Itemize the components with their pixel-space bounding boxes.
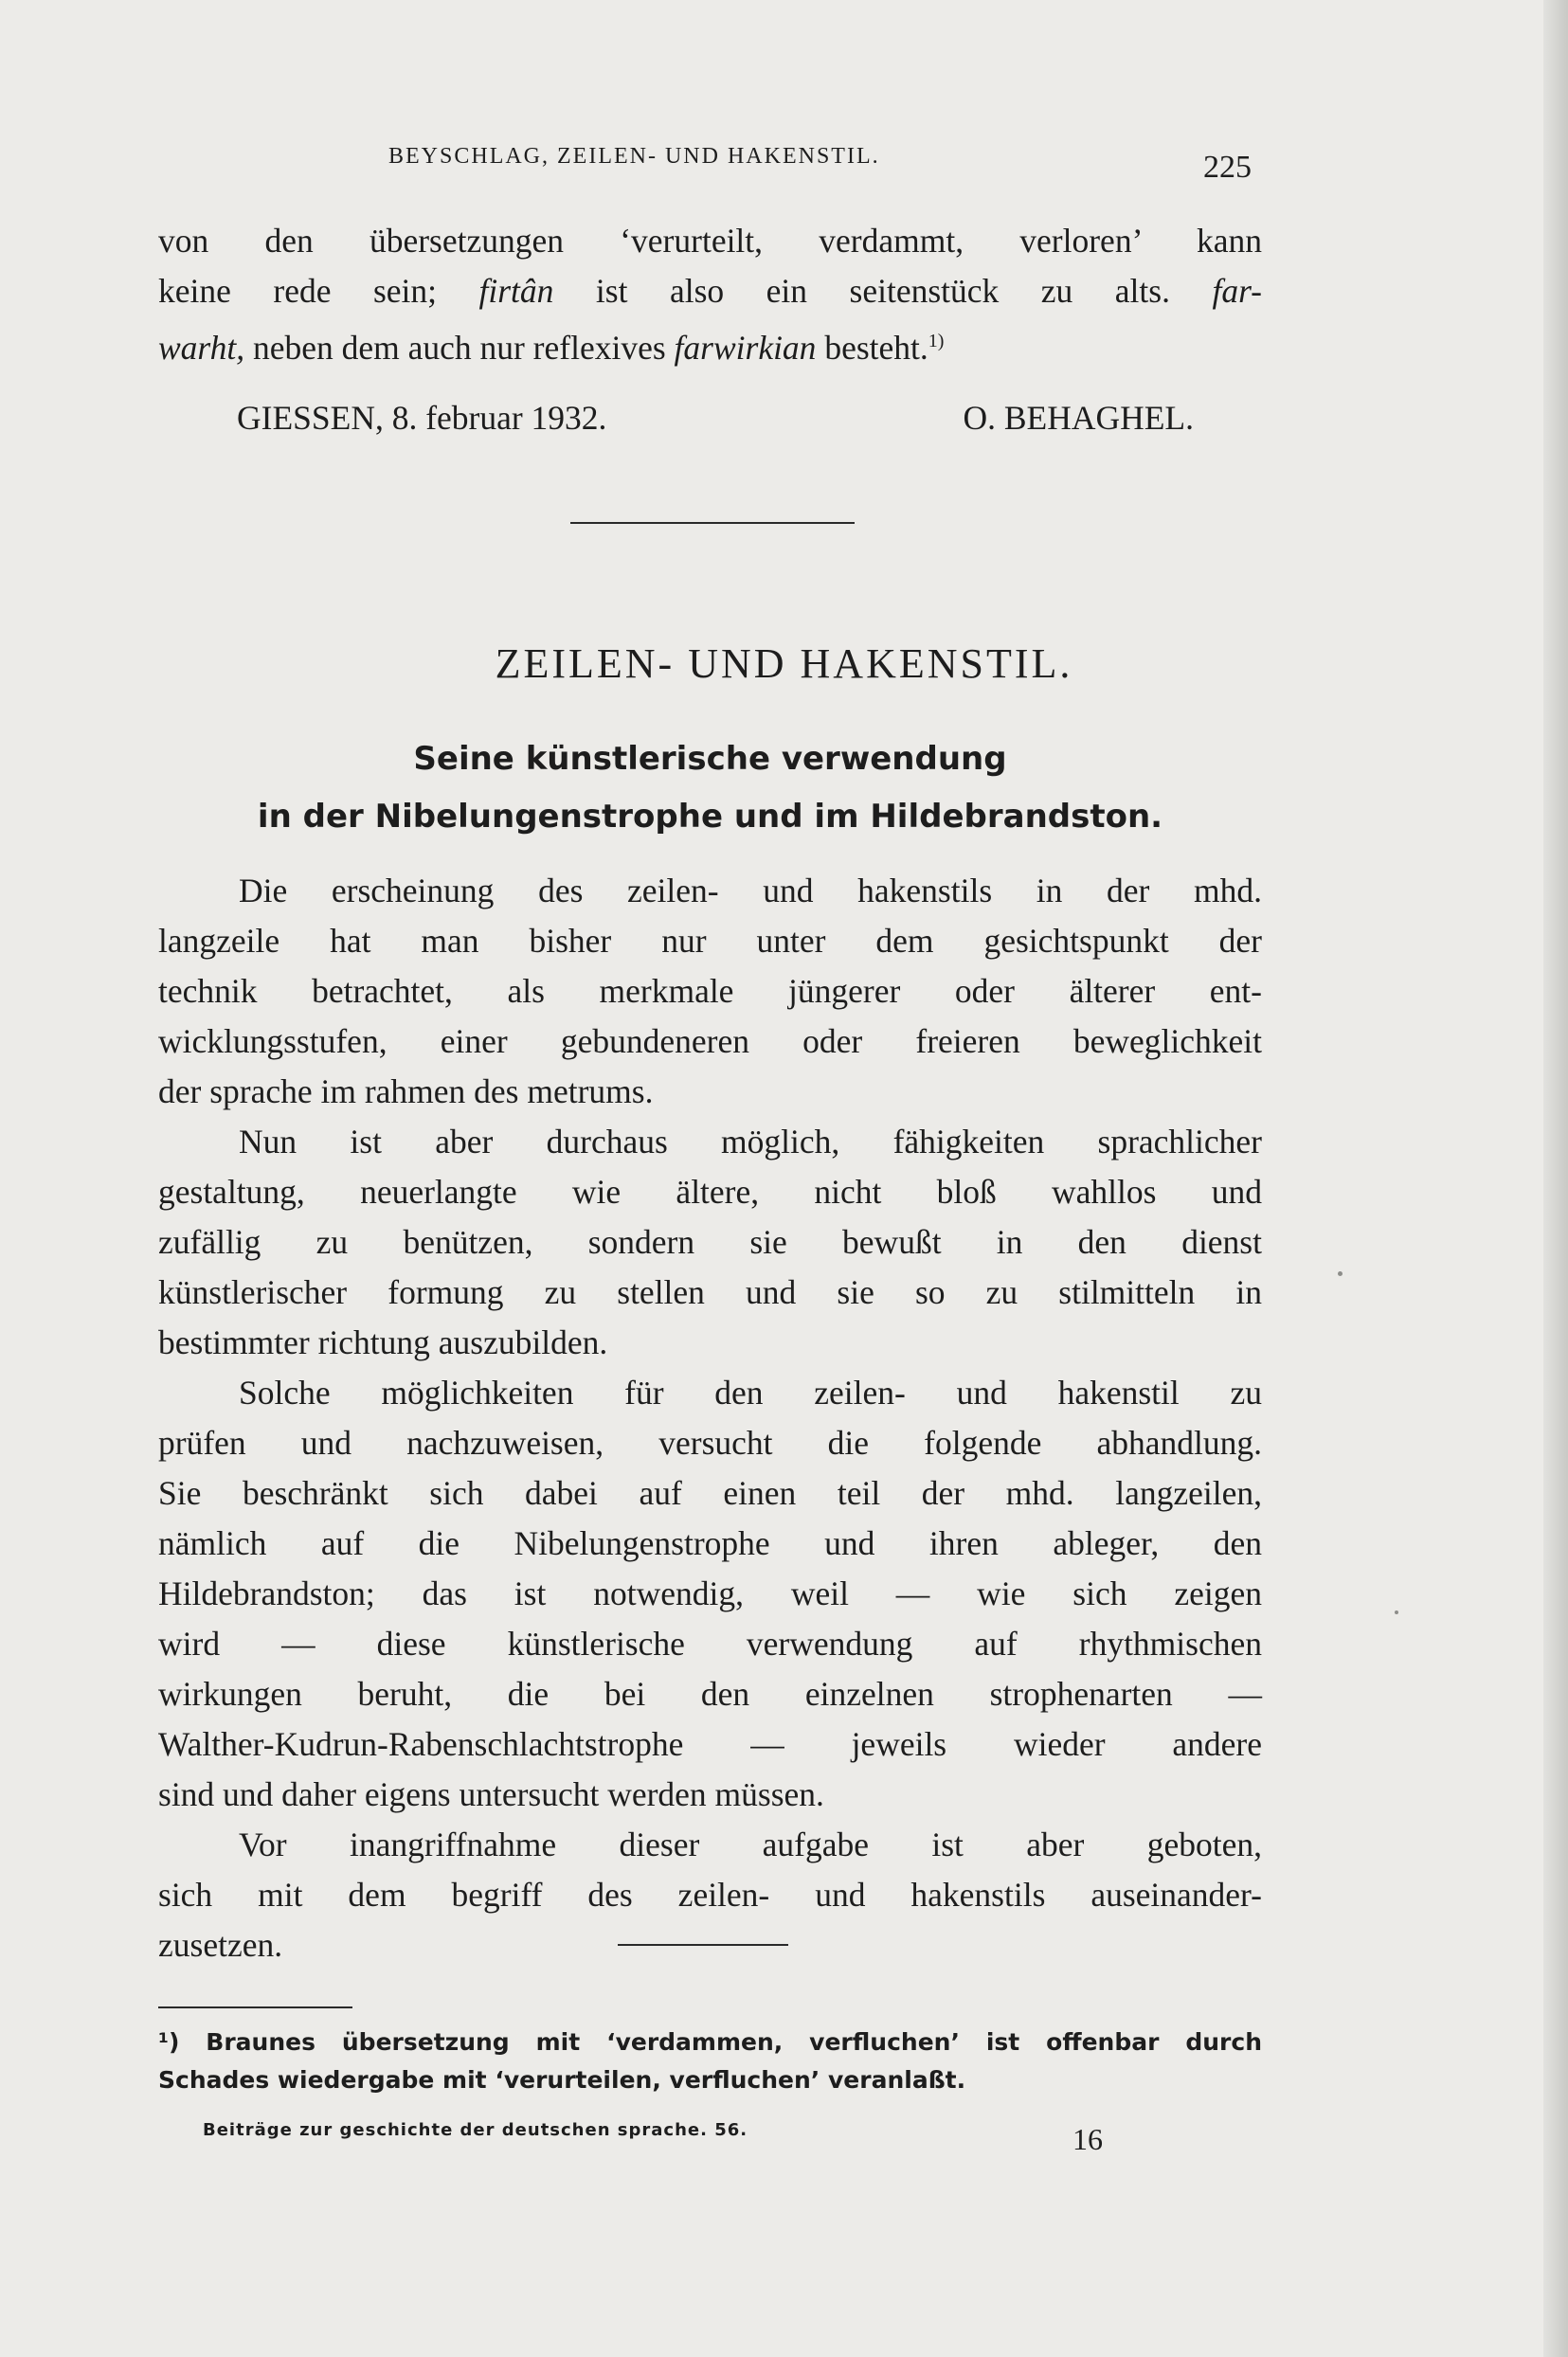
text-line: wirkungen beruht, die bei den einzelnen strophenarten — — [158, 1675, 1262, 1713]
running-head: BEYSCHLAG, ZEILEN- UND HAKENSTIL. — [388, 144, 880, 169]
text-line: technik betrachtet, als merkmale jüngerer oder älterer ent- — [158, 972, 1262, 1010]
text-line: von den übersetzungen ‘verurteilt, verdammt, verloren’ kann — [158, 222, 1262, 260]
text-line: zusetzen. — [158, 1926, 283, 1964]
footnote-line: Schades wiedergabe mit ‘verurteilen, verfluchen’ veranlaßt. — [158, 2066, 966, 2094]
text-line: Solche möglichkeiten für den zeilen- und hakenstil zu — [239, 1374, 1262, 1412]
page-edge-shadow — [1543, 0, 1568, 2357]
text-line: warht, neben dem auch nur reflexives farwirkian besteht.$^{1)}$ — [158, 328, 945, 367]
text-line: Walther-Kudrun-Rabenschlachtstrophe — jeweils wieder andere — [158, 1725, 1262, 1763]
author-name: O. BEHAGHEL. — [963, 399, 1194, 437]
text-line: bestimmter richtung auszubilden. — [158, 1323, 608, 1361]
text-line: sind und daher eigens untersucht werden müssen. — [158, 1775, 824, 1813]
section-divider — [570, 522, 855, 524]
text-line: Sie beschränkt sich dabei auf einen teil der mhd. langzeilen, — [158, 1474, 1262, 1512]
term-farwarht-end: warht, — [158, 328, 245, 367]
term-firtan: firtân — [478, 272, 554, 310]
signature-line — [237, 398, 1194, 438]
article-title: ZEILEN- UND HAKENSTIL. — [495, 640, 1073, 687]
page-number: 225 — [1203, 150, 1252, 185]
term-farwarht-part: far- — [1212, 272, 1262, 310]
text-line: Nun ist aber durchaus möglich, fähigkeiten sprachlicher — [239, 1123, 1262, 1161]
footnote-line: ¹) Braunes übersetzung mit ‘verdammen, verfluchen’ ist offenbar durch — [158, 2028, 1262, 2056]
footnote — [158, 2024, 1262, 2099]
term-farwirkian: farwirkian — [674, 328, 817, 367]
text-line: gestaltung, neuerlangte wie ältere, nicht bloß wahllos und — [158, 1173, 1262, 1211]
text-line: Hildebrandston; das ist notwendig, weil — wie sich zeigen — [158, 1574, 1262, 1612]
paper-speck — [1338, 1271, 1343, 1276]
text-line: zufällig zu benützen, sondern sie bewußt in den dienst — [158, 1223, 1262, 1261]
text-line: sich mit dem begriff des zeilen- und hakenstils auseinander- — [158, 1876, 1262, 1914]
text-line: der sprache im rahmen des metrums. — [158, 1072, 654, 1110]
text-line: Vor inangriffnahme dieser aufgabe ist aber geboten, — [239, 1826, 1262, 1863]
article-end-rule — [618, 1944, 788, 1946]
text-line: nämlich auf die Nibelungenstrophe und ihren ableger, den — [158, 1524, 1262, 1562]
place-date: GIESSEN, 8. februar 1932. — [237, 399, 607, 437]
journal-signature: Beiträge zur geschichte der deutschen sprache. 56. — [203, 2120, 748, 2140]
text-line: wird — diese künstlerische verwendung auf rhythmischen — [158, 1625, 1262, 1663]
paper-speck — [1395, 1610, 1398, 1614]
article-subtitle-line2: in der Nibelungenstrophe und im Hildebrandston. — [257, 798, 1163, 836]
text-line: wicklungsstufen, einer gebundeneren oder freieren beweglichkeit — [158, 1022, 1262, 1060]
text-line: künstlerischer formung zu stellen und sie so zu stilmitteln in — [158, 1273, 1262, 1311]
footnote-rule — [158, 2006, 352, 2008]
text-line: keine rede sein; firtân ist also ein seitenstück zu alts. far- — [158, 272, 1262, 310]
footnote-marker: 1) — [928, 331, 945, 351]
text-line: langzeile hat man bisher nur unter dem gesichtspunkt der — [158, 922, 1262, 960]
text-line: Die erscheinung des zeilen- und hakenstils in der mhd. — [239, 872, 1262, 909]
text-line: prüfen und nachzuweisen, versucht die folgende abhandlung. — [158, 1424, 1262, 1462]
article-subtitle-line1: Seine künstlerische verwendung — [413, 740, 1007, 778]
sheet-number: 16 — [1072, 2122, 1103, 2156]
